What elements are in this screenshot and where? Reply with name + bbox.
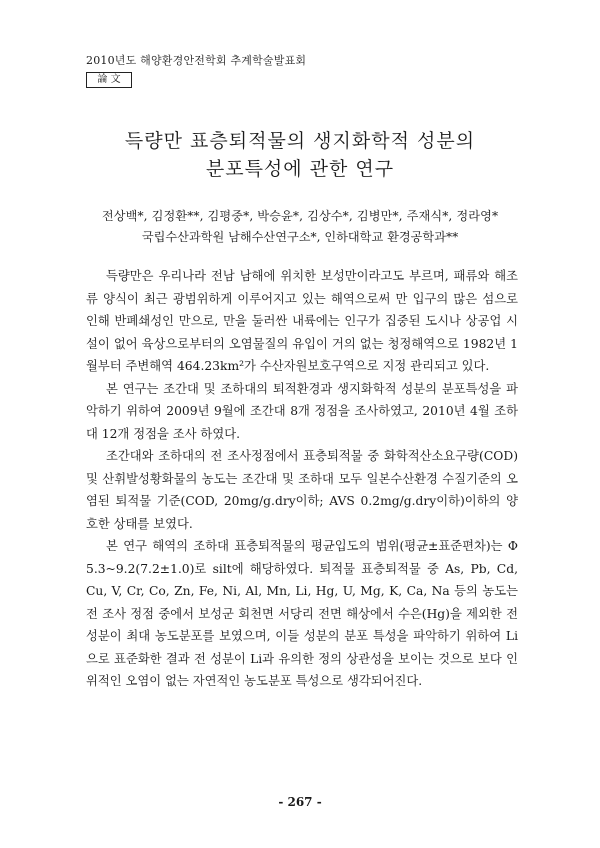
abstract-body	[86, 265, 518, 693]
author-affiliations: 국립수산과학원 남해수산연구소*, 인하대학교 환경공학과**	[141, 230, 459, 244]
author-list: 전상백*, 김정환**, 김평중*, 박승윤*, 김상수*, 김병만*, 주재식*, 정라영*	[101, 209, 499, 223]
abstract-paragraph-3: 조간대와 조하대의 전 조사정점에서 표층퇴적물 중 화학적산소요구량(COD) 및 산휘발성황화물의 농도는 조간대 및 조하대 모두 일본수산환경 수질기준의 오염된 퇴적물 기준(COD, 20mg/g.dry이하; AVS 0.2mg/g.dry이하)이하의 양호한 상태를 보였다.	[86, 449, 518, 531]
conference-header: 2010년도 해양환경안전학회 추계학술발표회	[86, 54, 307, 67]
paper-title-line-2: 분포특성에 관한 연구	[205, 158, 395, 180]
paper-title-line-1: 득량만 표층퇴적물의 생지화학적 성분의	[124, 130, 476, 152]
page-number: - 267 -	[278, 795, 322, 809]
paper-type-tag: 論 文	[86, 72, 132, 88]
abstract-paragraph-1: 득량만은 우리나라 전남 남해에 위치한 보성만이라고도 부르며, 패류와 해조류 양식이 최근 광범위하게 이루어지고 있는 해역으로써 만 입구의 많은 섬으로 인해 반폐쇄성인 만으로, 만을 둘러싼 내륙에는 인구가 집중된 도시나 상공업 시설이 없어 육상으로부터의 오염물질의 유입이 거의 없는 청정해역으로 1982년 1월부터 주변해역 464.23km²가 수산자원보호구역으로 지정 관리되고 있다.	[86, 269, 518, 373]
abstract-paragraph-4: 본 연구 해역의 조하대 표층퇴적물의 평균입도의 범위(평균±표준편차)는 Φ 5.3~9.2(7.2±1.0)로 silt에 해당하였다. 퇴적물 표층퇴적물 중 As, Pb, Cd, Cu, V, Cr, Co, Zn, Fe, Ni, Al, Mn, Li, Hg, U, Mg, K, Ca, Na 등의 농도는 전 조사 정점 중에서 보성군 회천면 서당리 전면 해상에서 수은(Hg)을 제외한 전 성분이 최대 농도분포를 보였으며, 이들 성분의 분포 특성을 파악하기 위하여 Li으로 표준화한 결과 전 성분이 Li과 유의한 정의 상관성을 보이는 것으로 보다 인위적인 오염이 없는 자연적인 농도분포 특성으로 생각되어진다.	[86, 539, 518, 688]
abstract-paragraph-2: 본 연구는 조간대 및 조하대의 퇴적환경과 생지화학적 성분의 분포특성을 파악하기 위하여 2009년 9월에 조간대 8개 정점을 조사하였고, 2010년 4월 조하대 12개 정점을 조사 하였다.	[86, 381, 518, 441]
